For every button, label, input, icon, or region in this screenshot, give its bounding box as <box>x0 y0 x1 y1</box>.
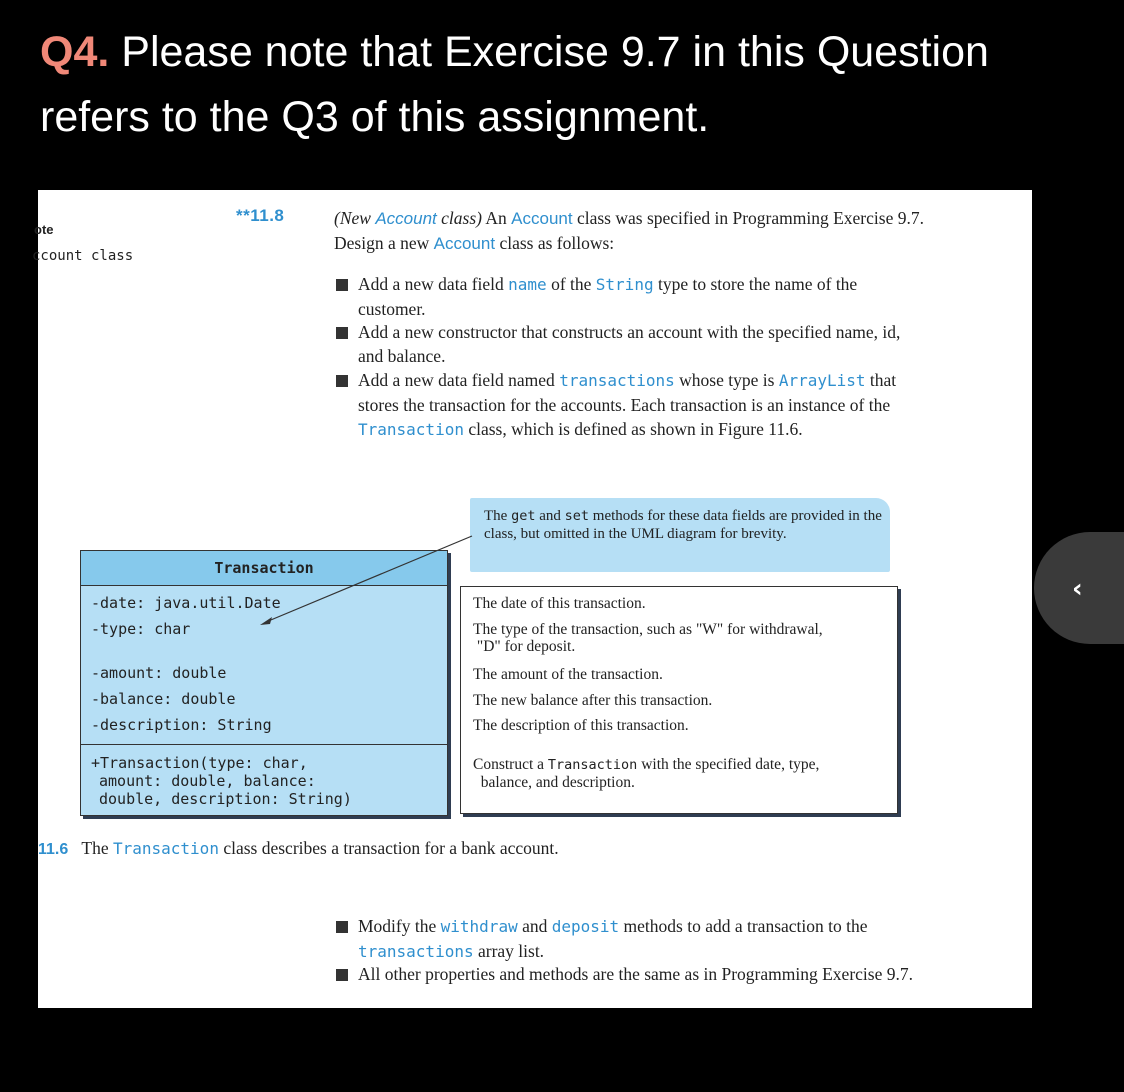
exercise-number: **11.8 <box>236 206 285 225</box>
bullet-marker <box>336 969 348 981</box>
uml-attribute: -amount: double <box>91 664 227 682</box>
description-type: The type of the transaction, such as "W" for withdrawal, "D" for deposit. <box>473 621 823 655</box>
bullet-marker <box>336 921 348 933</box>
margin-note: ote <box>34 222 54 237</box>
bullet-name-field: Add a new data field name of the String type to store the name of the customer. <box>358 274 858 319</box>
side-nav-tab[interactable] <box>1034 532 1124 644</box>
uml-class-name: Transaction <box>81 551 447 586</box>
margin-label: ccount class <box>32 248 134 264</box>
uml-descriptions-box <box>460 586 898 814</box>
description-balance: The new balance after this transaction. <box>473 692 713 709</box>
exercise-intro: (New Account class) An Account class was specified in Programming Exercise 9.7. Design a new Account class as follows: <box>334 208 924 253</box>
uml-callout-note: The get and set methods for these data fields are provided in the class, but omitted in the UML diagram for brevity. <box>470 498 890 572</box>
uml-operation: +Transaction(type: char, <box>91 754 308 772</box>
bullet-modify-methods: Modify the withdraw and deposit methods to add a transaction to the transactions array list. <box>358 916 868 961</box>
chevron-left-icon: ‹ <box>1072 574 1083 604</box>
textbook-excerpt <box>32 190 1032 1008</box>
description-constructor: Construct a Transaction with the specified date, type, balance, and description. <box>473 756 820 791</box>
bullet-constructor: Add a new constructor that constructs an account with the specified name, id, and balance. <box>358 322 901 366</box>
uml-attribute: -date: java.util.Date <box>91 594 281 612</box>
bullet-transactions-field: Add a new data field named transactions whose type is ArrayList that stores the transaction for the accounts. Each transaction is an instance of the Transaction class, which is defined as shown in Figure 11.6. <box>358 370 897 439</box>
figure-caption: 11.6 The Transaction class describes a transaction for a bank account. <box>38 838 559 858</box>
description-amount: The amount of the transaction. <box>473 666 663 683</box>
description-description: The description of this transaction. <box>473 717 689 734</box>
question-text: Please note that Exercise 9.7 in this Question refers to the Q3 of this assignment. <box>40 28 989 141</box>
uml-attribute: -balance: double <box>91 690 236 708</box>
description-date: The date of this transaction. <box>473 595 646 612</box>
uml-attribute: -description: String <box>91 716 272 734</box>
uml-operation: amount: double, balance: <box>99 772 316 790</box>
bullet-other-properties: All other properties and methods are the same as in Programming Exercise 9.7. <box>358 964 913 984</box>
question-number: Q4. <box>40 28 110 76</box>
question-heading <box>40 20 1050 150</box>
uml-attribute: -type: char <box>91 620 191 638</box>
uml-operation: double, description: String) <box>99 790 352 808</box>
figure-number: 11.6 <box>38 841 69 858</box>
